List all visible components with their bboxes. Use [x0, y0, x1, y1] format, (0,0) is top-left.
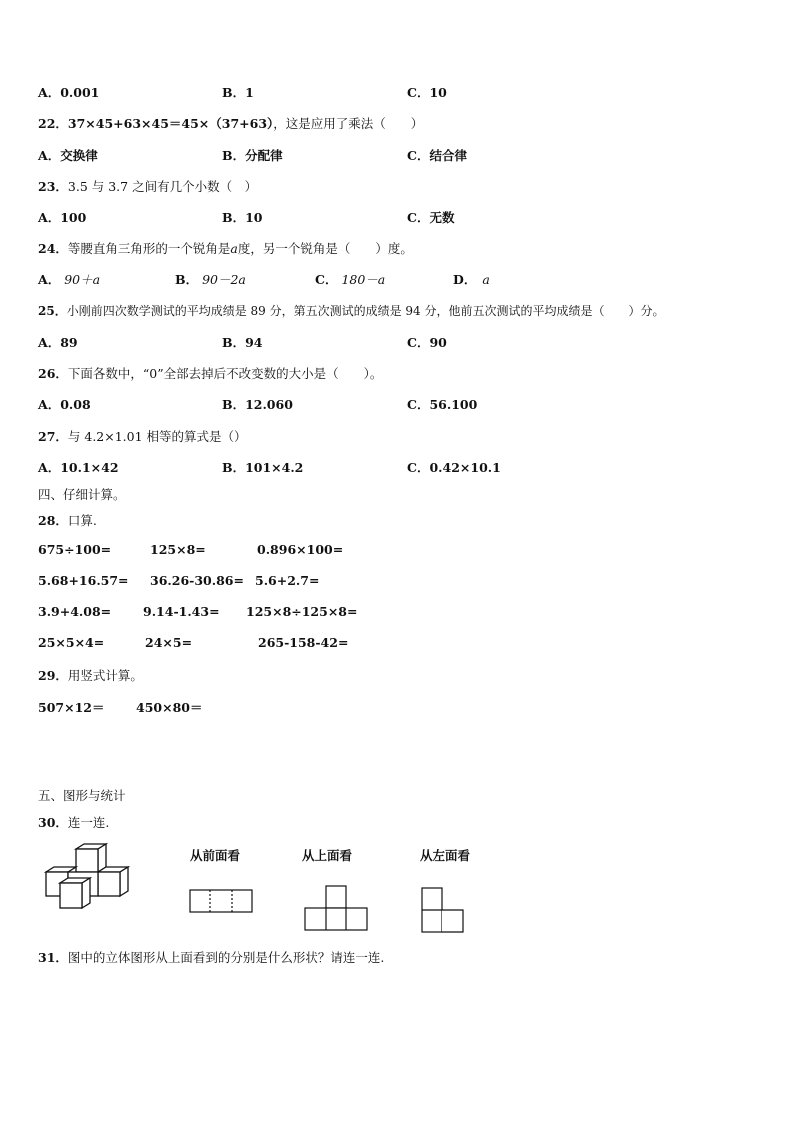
q25-option-c: C．90	[407, 335, 447, 350]
q24-option-b	[175, 270, 246, 288]
q28-stem	[38, 511, 97, 529]
q28-number: 28．	[38, 513, 68, 528]
q22-number: 22．	[38, 116, 68, 131]
q21-option-c: C．10	[407, 85, 447, 100]
q24-option-c-letter: C．	[315, 272, 338, 287]
q27-number: 27．	[38, 429, 68, 444]
view-label-top: 从上面看	[302, 848, 353, 863]
q28-item: 25×5×4=	[38, 635, 105, 650]
q24-option-d	[453, 270, 490, 288]
q28-item: 3.9+4.08=	[38, 604, 112, 619]
q24-option-a-letter: A．	[38, 272, 61, 287]
q24-option-b-expr: 90－2a	[202, 272, 246, 287]
cube-front-face	[76, 849, 98, 872]
q24-option-a	[38, 270, 100, 288]
q31-number: 31．	[38, 950, 68, 965]
q26-text: 下面各数中，“0”全部去掉后不改变数的大小是（ ）。	[67, 366, 383, 381]
q28-item: 675÷100=	[38, 542, 112, 557]
cube-top-face	[46, 867, 76, 872]
q27-stem	[38, 427, 247, 445]
q29-text: 用竖式计算。	[67, 668, 143, 683]
q27-option-b: B．101×4.2	[222, 460, 304, 475]
q24-option-b-letter: B．	[175, 272, 199, 287]
q23-option-c: C．无数	[407, 210, 455, 225]
q25-option-b: B．94	[222, 335, 263, 350]
view-shape-1	[189, 889, 253, 913]
q26-option-a: A．0.08	[38, 397, 91, 412]
q30-number: 30．	[38, 815, 68, 830]
view-shape-3	[421, 887, 465, 933]
q26-option-c: C．56.100	[407, 397, 478, 412]
q21-option-a: A．0.001	[38, 85, 100, 100]
view-label-front: 从前面看	[190, 848, 241, 863]
q28-item: 24×5=	[145, 635, 193, 650]
q30-text: 连一连.	[67, 815, 110, 830]
q28-item: 5.68+16.57=	[38, 573, 129, 588]
q25-option-a: A．89	[38, 335, 78, 350]
q23-text: 3.5 与 3.7 之间有几个小数（ ）	[67, 179, 258, 194]
q29-item: 507×12＝	[38, 700, 105, 715]
q31-text: 图中的立体图形从上面看到的分别是什么形状？请连一连.	[67, 950, 385, 965]
section-5-heading: 五、图形与统计	[38, 788, 126, 803]
q24-text-before: 等腰直角三角形的一个锐角是	[67, 241, 231, 256]
q28-item: 9.14-1.43=	[143, 604, 220, 619]
q24-option-a-expr: 90＋a	[64, 272, 101, 287]
q27-text: 与 4.2×1.01 相等的算式是（）	[67, 429, 247, 444]
q24-option-c-expr: 180－a	[341, 272, 386, 287]
q23-option-a: A．100	[38, 210, 87, 225]
q24-option-d-letter: D．	[453, 272, 477, 287]
q29-item: 450×80＝	[136, 700, 203, 715]
q27-option-a: A．10.1×42	[38, 460, 119, 475]
q29-stem	[38, 666, 143, 684]
cube-side-face	[120, 867, 128, 896]
q26-stem	[38, 364, 382, 382]
q22-option-a: A．交换律	[38, 148, 98, 163]
cube-stack-figure	[44, 843, 136, 911]
q25-stem	[38, 302, 665, 319]
q28-item: 5.6+2.7=	[255, 573, 320, 588]
q24-number: 24．	[38, 241, 68, 256]
q23-number: 23．	[38, 179, 68, 194]
view-shape-2	[304, 885, 368, 931]
q25-text: 小刚前四次数学测试的平均成绩是 89 分，第五次测试的成绩是 94 分，他前五次测试的平均成绩是（ ）分。	[66, 304, 665, 318]
q28-item: 125×8=	[150, 542, 206, 557]
q22-stem	[38, 114, 423, 132]
cube-front-face	[60, 883, 82, 908]
q22-text: ，这是应用了乘法（ ）	[273, 116, 424, 131]
q26-option-b: B．12.060	[222, 397, 293, 412]
q22-option-c: C．结合律	[407, 148, 467, 163]
q23-option-b: B．10	[222, 210, 263, 225]
q28-item: 0.896×100=	[257, 542, 344, 557]
section-4-heading: 四、仔细计算。	[38, 487, 126, 502]
q23-stem	[38, 177, 257, 195]
q24-stem	[38, 239, 413, 257]
q26-number: 26．	[38, 366, 68, 381]
q24-text-after: 度，另一个锐角是（ ）度。	[237, 241, 413, 256]
q30-stem	[38, 813, 109, 831]
cube-front-face	[98, 872, 120, 896]
q22-option-b: B．分配律	[222, 148, 283, 163]
q24-variable: a	[230, 241, 238, 256]
q27-option-c: C．0.42×10.1	[407, 460, 501, 475]
q25-number: 25．	[38, 304, 67, 318]
q28-item: 36.26-30.86=	[150, 573, 244, 588]
q22-expression: 37×45+63×45＝45×（37+63）	[67, 116, 274, 131]
q28-text: 口算.	[67, 513, 97, 528]
q24-option-d-expr: a	[482, 272, 490, 287]
q28-item: 265-158-42=	[258, 635, 349, 650]
q31-stem	[38, 948, 384, 966]
q21-option-b: B．1	[222, 85, 254, 100]
cube-side-face	[82, 878, 90, 908]
q29-number: 29．	[38, 668, 68, 683]
q28-item: 125×8÷125×8=	[246, 604, 358, 619]
q24-option-c	[315, 270, 385, 288]
view-label-left: 从左面看	[420, 848, 471, 863]
